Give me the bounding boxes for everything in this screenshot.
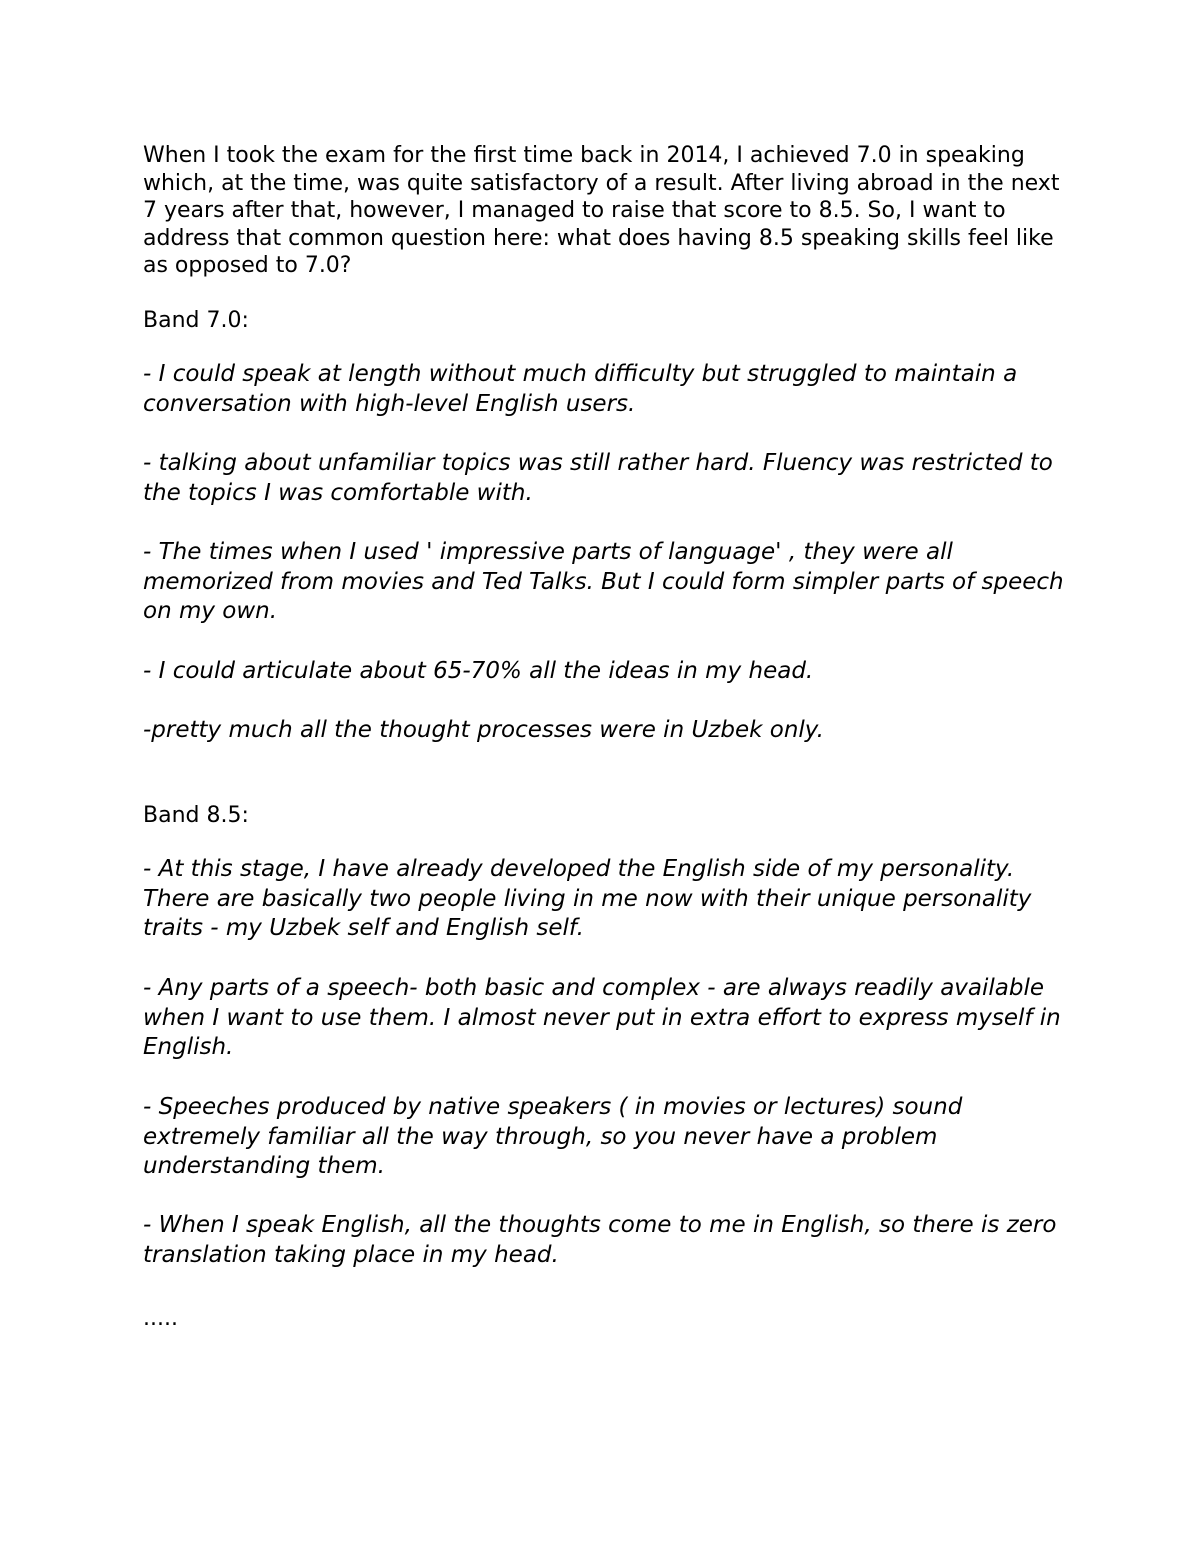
band-7-heading: Band 7.0:	[143, 308, 249, 333]
intro-paragraph: When I took the exam for the first time back in 2014, I achieved 7.0 in speaking which, at the time, was quite satisfactory of a result. After living abroad in the next 7 years after that, however, I managed to raise that score to 8.5. So, I want to address that common question here: what does having 8.5 speaking skills feel like as opposed to 7.0?	[143, 143, 1060, 279]
band-7-point: - I could articulate about 65-70% all the ideas in my head.	[143, 658, 814, 684]
band-7-point: - I could speak at length without much difficulty but struggled to maintain a conversation with high-level English users.	[143, 361, 1018, 417]
band-85-point: - Speeches produced by native speakers ( in movies or lectures) sound extremely familiar all the way through, so you never have a problem understanding them.	[143, 1094, 963, 1180]
ellipsis: .....	[143, 1306, 178, 1331]
band-7-point: - The times when I used ' impressive parts of language' , they were all memorized from movies and Ted Talks. But I could form simpler parts of speech on my own.	[143, 539, 1064, 625]
band-85-point: - When I speak English, all the thoughts come to me in English, so there is zero translation taking place in my head.	[143, 1212, 1057, 1268]
band-7-point: - talking about unfamiliar topics was still rather hard. Fluency was restricted to the topics I was comfortable with.	[143, 450, 1053, 506]
band-85-point: - At this stage, I have already developed the English side of my personality. There are basically two people living in me now with their unique personality traits - my Uzbek self and English self.	[143, 856, 1032, 942]
band-85-point: - Any parts of a speech- both basic and complex - are always readily available when I want to use them. I almost never put in extra effort to express myself in English.	[143, 975, 1061, 1061]
band-85-heading: Band 8.5:	[143, 803, 249, 828]
band-7-point: -pretty much all the thought processes were in Uzbek only.	[143, 717, 824, 743]
